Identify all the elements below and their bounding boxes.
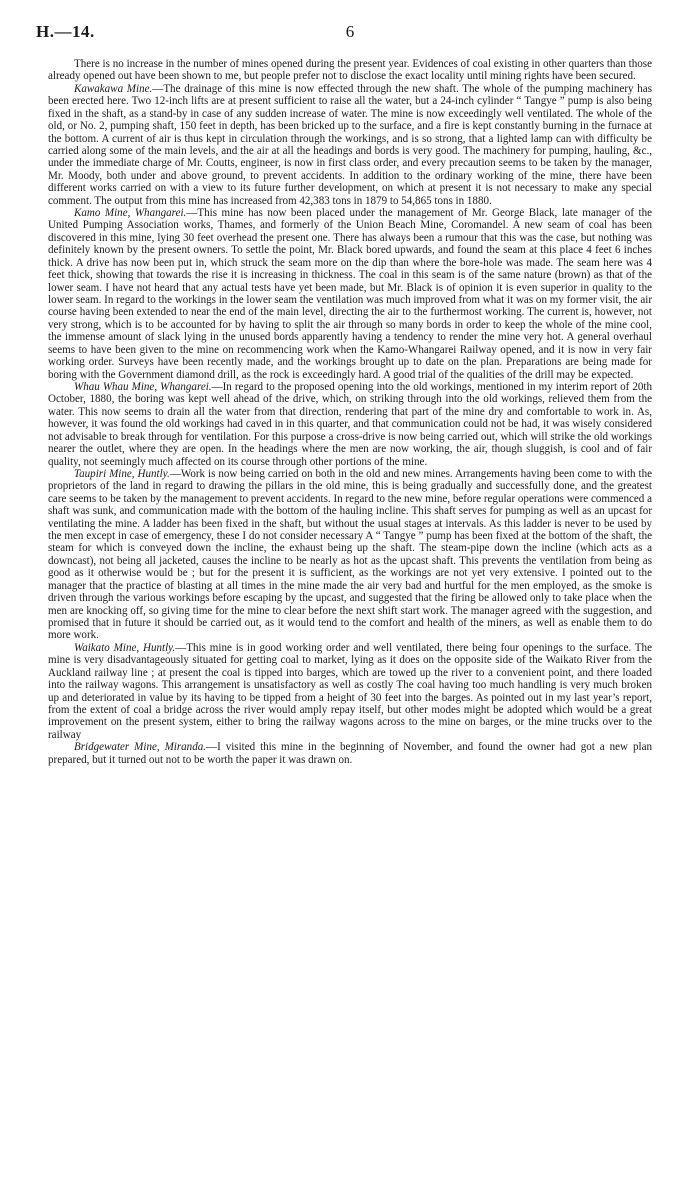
paragraph-text: —The drainage of this mine is now effected through the new shaft. The whole of the pumping machinery has been erected here. Two 12-inch lifts are at present sufficient to raise all the water, but a 24-inch cylinder “ Tangye ” pump is also being fixed in the shaft, as a stand-by in case of any sudden increase of water. The mine is now exceedingly well ventilated. The whole of the old, or No. 2, pumping shaft, 150 feet in depth, has been bricked up to the surface, and a fire is kept constantly burning in the furnace at the bottom. A current of air is thus kept in circulation through the workings, and is so strong, that a lighted lamp can with difficulty be carried along some of the main levels, and the air at all the headings and bords is very good. The machinery for pumping, hauling, &c., under the immediate charge of Mr. Coutts, engineer, is now in first class order, and every precaution seems to be taken by the manager, Mr. Moody, both under and above ground, to prevent accidents. In addition to the ordinary working of the mine, there have been different works carried on with a view to its future further development, on which at present it is not necessary to make any special comment. The output from this mine has increased from 42,383 tons in 1879 to 54,865 tons in 1880. bbox=[48, 82, 652, 207]
page-number: 6 bbox=[345, 22, 355, 41]
paragraph-text: —I visited this mine in the beginning of November, and found the owner had got a new plan prepared, but it turned out not to be worth the paper it was drawn on. bbox=[48, 741, 652, 766]
page-header bbox=[36, 22, 664, 46]
paragraph-heading: Waikato Mine, Huntly. bbox=[74, 641, 176, 654]
paragraph-heading: Whau Whau Mine, Whangarei. bbox=[74, 380, 212, 393]
paragraph-text: —In regard to the proposed opening into the old workings, mentioned in my interim report of 20th October, 1880, the boring was kept well ahead of the drive, which, on striking through into the old workings, relieved them from the water. This now seems to drain all the water from that direction, rendering that part of the mine dry and comfortable to work in. As, however, it was found the old workings had caved in in this quarter, and that communication could not be had, it was wisely considered not advisable to break through for ventilation. For this purpose a cross-drive is now being carried out, which will strike the old workings nearer the outlet, where they are open. In the headings where the men are now working, the air, though sluggish, is cool and of fair quality, not seemingly much affected on its course through other portions of the mine. bbox=[48, 380, 653, 468]
paragraph-text: —This mine has now been placed under the management of Mr. George Black, late manager of the United Pumping Association works, Thames, and formerly of the Union Beach Mine, Coromandel. A new seam of coal has been discovered in this mine, lying 30 feet overhead the present one. There has always been a rumour that this was the case, but nothing was definitely known by the present owners. To settle the point, Mr. Black bored upwards, and found the seam at this place 4 feet 6 inches thick. A drive has now been put in, which struck the seam more on the dip than where the bore-hole was made. The seam here was 4 feet thick, showing that towards the rise it is increasing in thickness. The coal in this seam is of the same nature (brown) as that of the lower seam. I have not heard that any actual tests have yet been made, but Mr. Black is of opinion it is even superior in quality to the lower seam. In regard to the workings in the lower seam the ventilation was much improved from what it was on my former visit, the air course having been extended to near the end of the main level, directing the air to the furthermost working. The current is, however, not very strong, which is to be accounted for by having to split the air through so many bords in order to keep the whole of the mine cool, the immense amount of slack lying in the unused bords apparently having a tendency to render the mine very hot. A general overhaul seems to have been given to the mine on recommencing work when the Kamo-Whangarei Railway opened, and it is now in very fair working order. Surveys have been recently made, and the workings brought up to date on the plan. Preparations are being made for boring with the Government diamond drill, as the rock is exceedingly hard. A good trial of the qualities of the drill may be expected. bbox=[48, 207, 653, 381]
paragraph-text: —Work is now being carried on both in the old and new mines. Arrangements having been come to with the proprietors of the land in regard to drawing the pillars in the old mine, this is being gradually and successfully done, and the greatest care seems to be taken by the management to prevent accidents. In regard to the new mine, before regular operations were commenced a shaft was sunk, and communication made with the bottom of the hauling incline. This shaft serves for pumping as well as an upcast for ventilating the mine. A ladder has been fixed in the shaft, but without the usual stages at intervals. As this ladder is never to be used by the men except in case of emergency, these I do not consider necessary A “ Tangye ” pump has been fixed at the bottom of the shaft, the steam for which is conveyed down the incline, the exhaust being up the shaft. The steam-pipe down the incline (which acts as a downcast), not being all jacketed, causes the incline to be nearly as hot as the upcast shaft. This prevents the ventilation from being as good as it otherwise would be ; but for the present it is sufficient, as the workings are not yet very extensive. I pointed out to the manager that the practice of blasting at all times in the mine made the air very bad and hurtful for the men employed, as the smoke is driven through the various workings before escaping by the upcast, and suggested that the firing be allowed only to take place when the men are knocking off, so giving time for the mine to clear before the next shift start work. The manager agreed with the suggestion, and promised that in future it should be carried out, as it would tend to the comfort and health of the miners, as well as enable them to do more work. bbox=[48, 467, 653, 642]
paragraph-whau-whau-mine bbox=[48, 381, 652, 468]
body-text bbox=[48, 58, 652, 766]
paragraph-text: There is no increase in the number of mines opened during the present year. Evidences of coal existing in other quarters than those already opened out have been shown to me, but people prefer not to disclose the exact locality until mining rights have been secured. bbox=[48, 58, 652, 83]
paragraph-taupiri-mine bbox=[48, 468, 652, 642]
document-reference: H.—14. bbox=[36, 22, 95, 41]
paragraph-waikato-mine bbox=[48, 642, 652, 741]
paragraph-intro bbox=[48, 58, 652, 83]
paragraph-heading: Kamo Mine, Whangarei. bbox=[74, 207, 187, 220]
paragraph-heading: Bridgewater Mine, Miranda. bbox=[74, 741, 207, 754]
paragraph-bridgewater-mine bbox=[48, 741, 652, 766]
paragraph-kamo-mine bbox=[48, 207, 652, 381]
paragraph-heading: Kawakawa Mine. bbox=[74, 82, 153, 95]
paragraph-text: —This mine is in good working order and well ventilated, there being four openings to the surface. The mine is very disadvantageously situated for getting coal to market, lying as it does on the opposite side of the Waikato River from the Auckland railway line ; at present the coal is tipped into barges, which are towed up the river to a convenient point, and there loaded into the railway wagons. This arrangement is unsatisfactory as well as costly The coal having too much handling is very much broken up and deteriorated in value by its having to be tipped from a height of 30 feet into the barges. As pointed out in my last year’s report, from the extent of coal a bridge across the river would amply repay itself, but other modes might be adopted which would be a great improvement on the present system, either to bring the railway wagons across to the mine on barges, or the mine trucks over to the railway bbox=[48, 641, 652, 741]
paragraph-kawakawa-mine bbox=[48, 83, 652, 207]
paragraph-heading: Taupiri Mine, Huntly. bbox=[74, 467, 170, 480]
